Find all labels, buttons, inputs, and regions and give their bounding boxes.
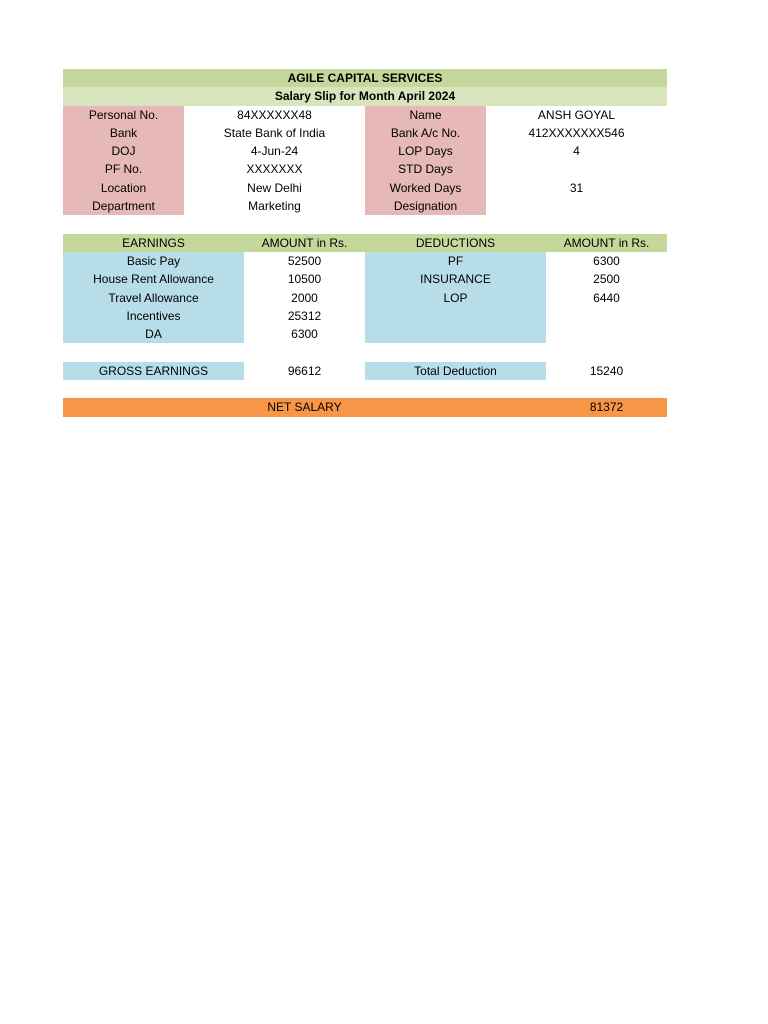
deduction-amount [546, 307, 667, 325]
total-deduction-value: 15240 [589, 363, 624, 378]
table-row [63, 325, 667, 343]
net-salary-label: NET SALARY [267, 400, 342, 415]
totals-row [63, 362, 667, 380]
earning-amount: 6300 [291, 327, 318, 342]
pf-no-value: XXXXXXX [246, 162, 303, 177]
designation-value [486, 197, 667, 215]
department-value: Marketing [248, 199, 301, 214]
department-label: Department [63, 197, 184, 215]
table-row [63, 289, 667, 307]
net-salary-value: 81372 [589, 400, 624, 415]
name-value: ANSH GOYAL [537, 107, 616, 122]
gross-earnings-value: 96612 [287, 363, 322, 378]
pf-no-label: PF No. [63, 160, 184, 178]
earning-amount: 52500 [287, 253, 322, 268]
std-days-label: STD Days [365, 160, 486, 178]
deductions-amount-header: AMOUNT in Rs. [563, 235, 650, 250]
company-title-row [63, 69, 667, 87]
employee-info-row [63, 197, 667, 215]
bank-value: State Bank of India [223, 125, 326, 140]
deduction-amount: 6300 [593, 253, 620, 268]
bank-account-value: 412XXXXXXX546 [528, 125, 625, 140]
employee-info-row [63, 142, 667, 160]
std-days-value [486, 160, 667, 178]
personal-no-value: 84XXXXXX48 [237, 107, 312, 122]
location-label: Location [63, 179, 184, 197]
slip-month-title: Salary Slip for Month April 2024 [274, 89, 456, 104]
designation-label: Designation [365, 197, 486, 215]
lop-days-value: 4 [573, 144, 580, 159]
bank-account-label: Bank A/c No. [365, 124, 486, 142]
deduction-amount: 6440 [593, 290, 620, 305]
deduction-label: INSURANCE [365, 270, 546, 288]
earnings-header: EARNINGS [122, 235, 185, 250]
worked-days-label: Worked Days [365, 179, 486, 197]
earning-label: Basic Pay [63, 252, 244, 270]
table-row [63, 307, 667, 325]
gross-earnings-label: GROSS EARNINGS [63, 362, 244, 380]
employee-info-row [63, 160, 667, 178]
name-label: Name [365, 106, 486, 124]
earning-label: DA [63, 325, 244, 343]
personal-no-label: Personal No. [63, 106, 184, 124]
deduction-label: PF [365, 252, 546, 270]
doj-value: 4-Jun-24 [250, 144, 299, 159]
earning-amount: 25312 [287, 308, 322, 323]
deduction-label [365, 307, 546, 325]
earning-label: House Rent Allowance [63, 270, 244, 288]
employee-info-row [63, 124, 667, 142]
location-value: New Delhi [247, 180, 302, 195]
spacer [63, 343, 667, 361]
employee-info-row [63, 106, 667, 124]
deduction-label: LOP [365, 289, 546, 307]
spacer [63, 215, 667, 233]
table-row [63, 252, 667, 270]
total-deduction-label: Total Deduction [365, 362, 546, 380]
earning-label: Incentives [63, 307, 244, 325]
deductions-header: DEDUCTIONS [415, 235, 496, 250]
earnings-amount-header: AMOUNT in Rs. [261, 235, 348, 250]
bank-label: Bank [63, 124, 184, 142]
doj-label: DOJ [63, 142, 184, 160]
table-row [63, 270, 667, 288]
deduction-amount: 2500 [593, 272, 620, 287]
lop-days-label: LOP Days [365, 142, 486, 160]
salary-slip [63, 69, 667, 417]
company-name: AGILE CAPITAL SERVICES [287, 71, 443, 85]
earning-amount: 10500 [287, 272, 322, 287]
earning-label: Travel Allowance [63, 289, 244, 307]
earning-amount: 2000 [291, 290, 318, 305]
slip-subtitle-row [63, 87, 667, 105]
net-salary-row [63, 398, 667, 416]
worked-days-value: 31 [569, 180, 584, 195]
spacer [63, 380, 667, 398]
employee-info-row [63, 179, 667, 197]
deduction-amount [546, 325, 667, 343]
earnings-deductions-header [63, 234, 667, 252]
deduction-label [365, 325, 546, 343]
